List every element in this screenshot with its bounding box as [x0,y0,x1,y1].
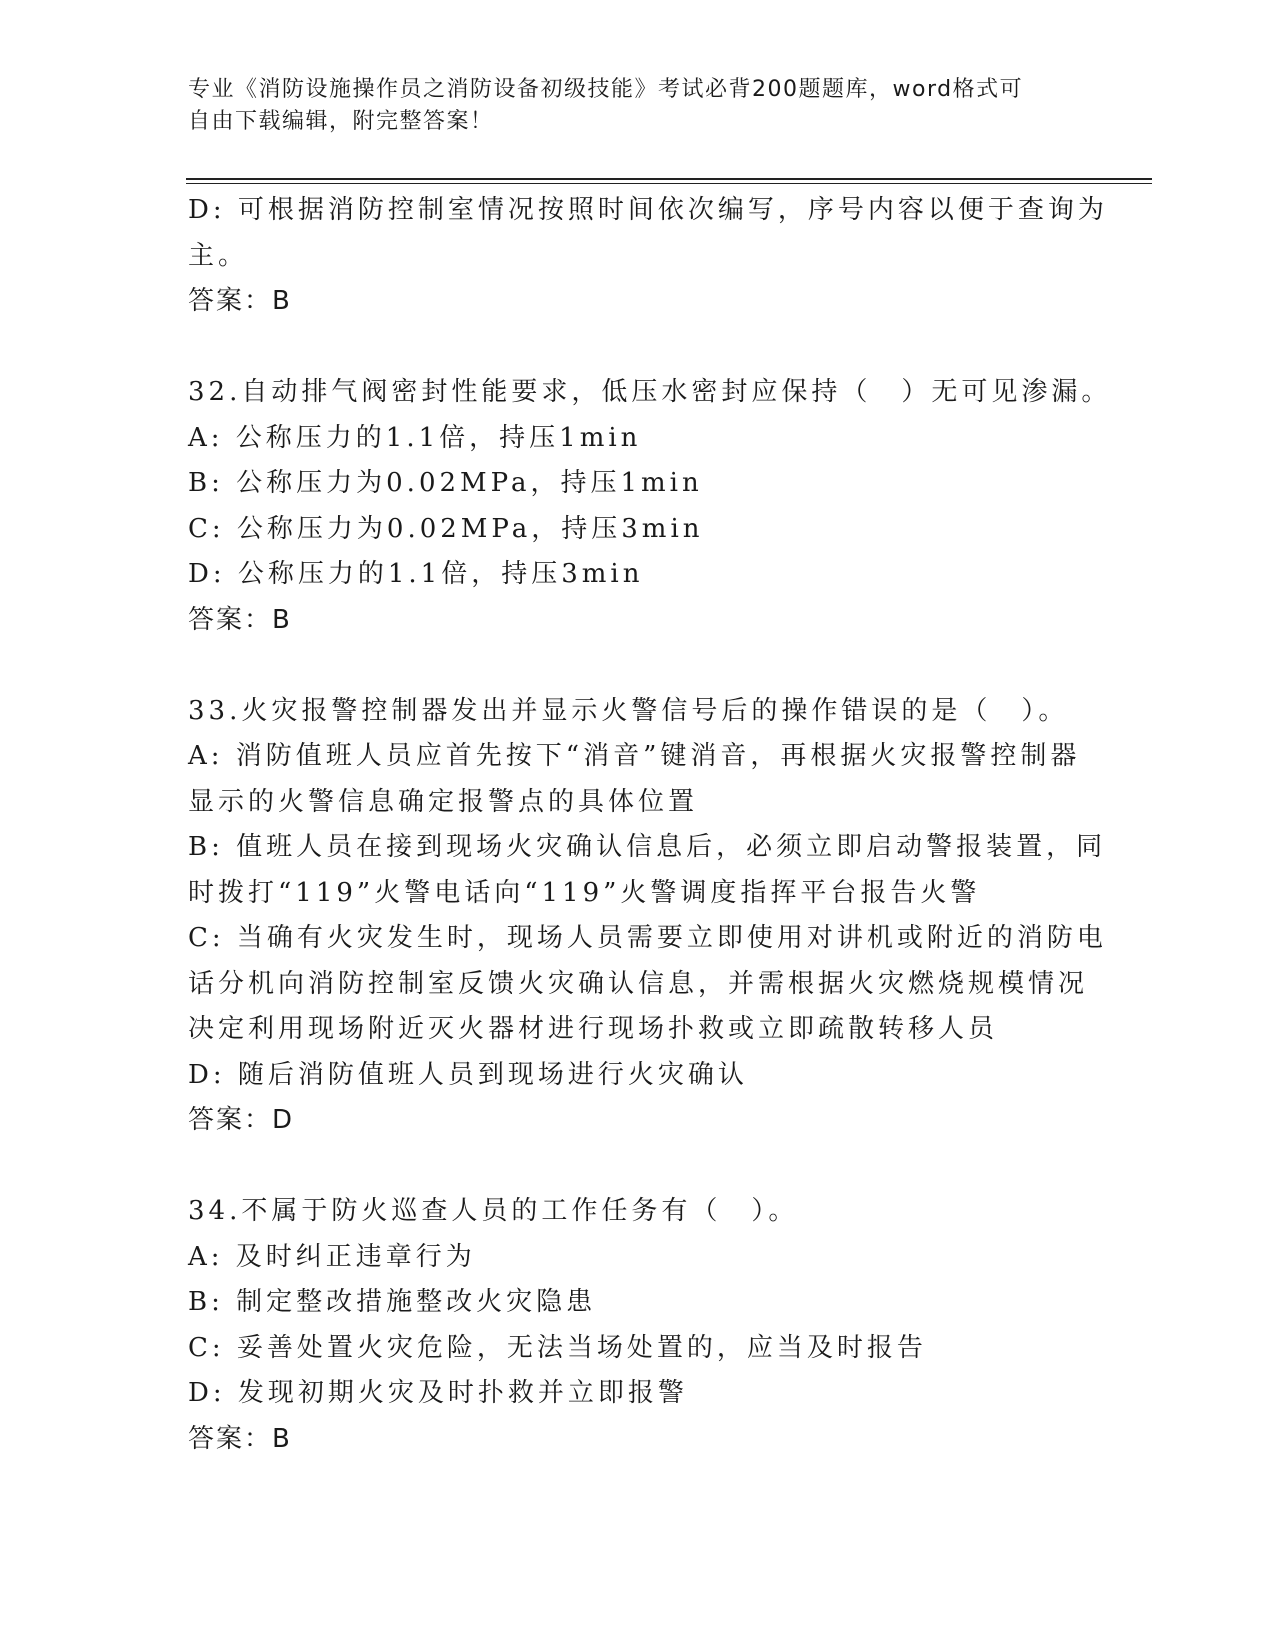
option-b: B: 公称压力为0.02MPa，持压1min [188,468,703,498]
header-divider-top [186,178,1152,180]
option-d-line-2: 主。 [188,240,249,271]
previous-question-continuation [188,188,1108,325]
option-b-line-1: B: 值班人员在接到现场火灾确认信息后，必须立即启动警报装置，同 [188,832,1107,862]
spacer [188,1144,1088,1190]
answer-line: 答案：D [188,1105,295,1135]
answer-line: 答案：B [188,604,292,635]
question-33 [188,689,1107,1144]
option-b: B: 制定整改措施整改火灾隐患 [188,1287,597,1317]
option-b-line-2: 时拨打“119”火警电话向“119”火警调度指挥平台报告火警 [188,877,981,908]
question-stem: 33.火灾报警控制器发出并显示火警信号后的操作错误的是（ ）。 [188,695,1069,726]
answer-line: 答案：B [188,1423,292,1454]
option-c-line-2: 话分机向消防控制室反馈火灾确认信息，并需根据火灾燃烧规模情况 [188,968,1089,999]
header-line-2: 自由下载编辑，附完整答案！ [188,109,494,134]
header-line-1: 专业《消防设施操作员之消防设备初级技能》考试必背200题题库，word格式可 [188,77,1024,102]
header-divider-bottom [186,183,1152,184]
option-c: C: 公称压力为0.02MPa，持压3min [188,513,704,544]
option-d: D: 公称压力的1.1倍，持压3min [188,559,644,589]
option-c: C: 妥善处置火灾危险，无法当场处置的，应当及时报告 [188,1332,927,1363]
option-d: D: 随后消防值班人员到现场进行火灾确认 [188,1059,748,1090]
document-header [188,74,1068,138]
question-content [188,188,1112,1462]
option-a-line-1: A: 消防值班人员应首先按下“消音”键消音，再根据火灾报警控制器 [188,741,1081,771]
option-c-line-3: 决定利用现场附近灭火器材进行现场扑救或立即疏散转移人员 [188,1014,999,1044]
question-32 [188,370,1112,643]
spacer [188,643,1088,689]
question-stem: 34.不属于防火巡查人员的工作任务有（ ）。 [188,1196,799,1226]
option-d-line-1: D: 可根据消防控制室情况按照时间依次编写，序号内容以便于查询为 [188,195,1108,225]
option-c-line-1: C: 当确有火灾发生时，现场人员需要立即使用对讲机或附近的消防电 [188,923,1107,953]
answer-line: 答案：B [188,286,292,316]
question-stem: 32.自动排气阀密封性能要求，低压水密封应保持（ ）无可见渗漏。 [188,377,1112,407]
question-34 [188,1189,1088,1462]
option-d: D: 发现初期火灾及时扑救并立即报警 [188,1378,688,1408]
option-a: A: 及时纠正违章行为 [188,1241,476,1272]
option-a: A: 公称压力的1.1倍，持压1min [188,422,642,453]
option-a-line-2: 显示的火警信息确定报警点的具体位置 [188,786,699,817]
spacer [188,325,1088,371]
